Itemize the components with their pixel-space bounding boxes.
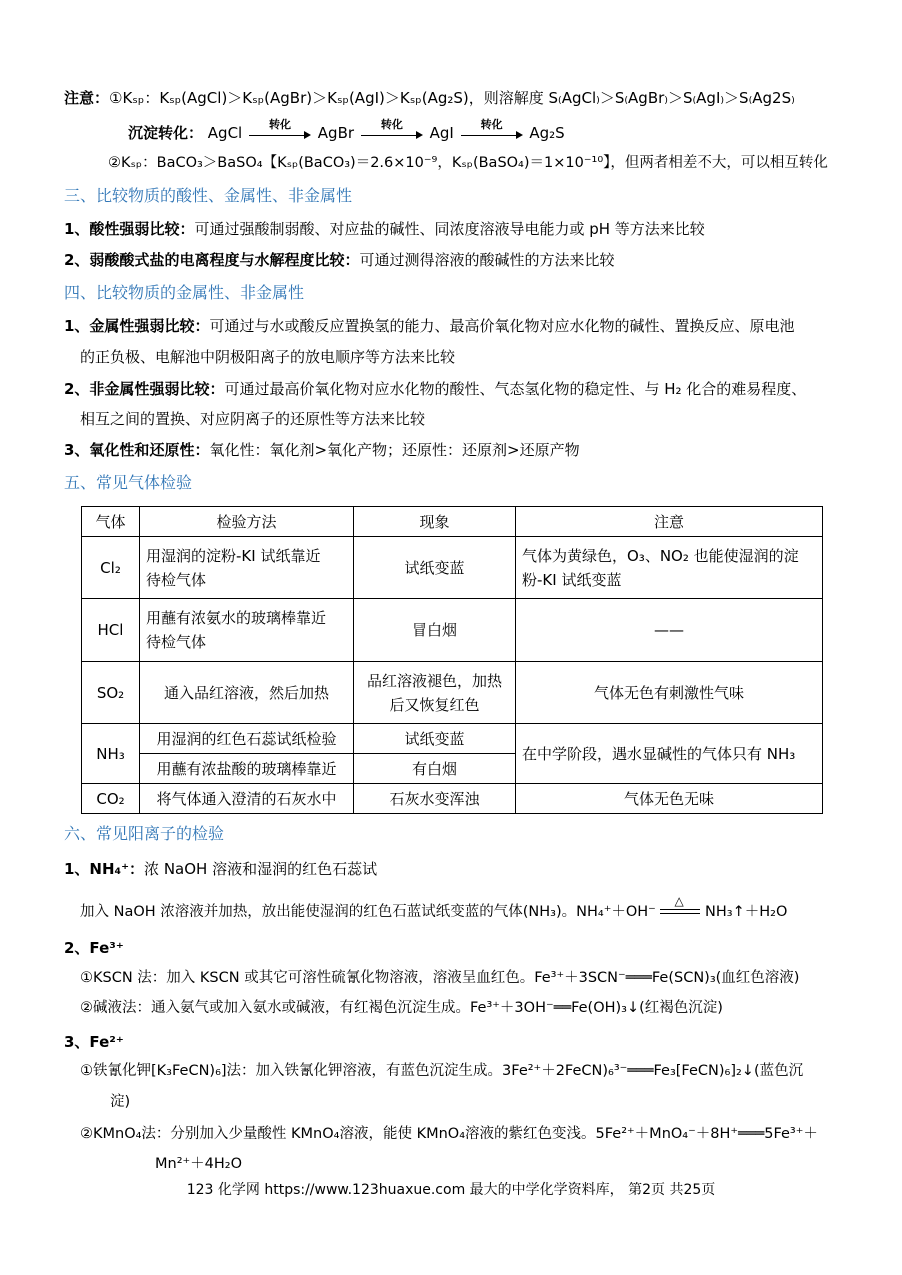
method-nh3-1: 用湿润的红色石蕊试纸检验 — [140, 724, 354, 754]
conversion-arrow-2: 转化 — [361, 127, 423, 141]
note-hcl: —— — [516, 599, 823, 662]
note-nh3: 在中学阶段，遇水显碱性的气体只有 NH₃ — [516, 724, 823, 784]
note-label: 注意： — [64, 89, 110, 107]
note-so2: 气体无色有刺激性气味 — [516, 662, 823, 724]
s4-item-3-label: 3、氧化性和还原性： — [64, 441, 210, 459]
section-5-heading: 五、常见气体检验 — [64, 473, 193, 492]
fe2-method-2-cont: Mn²⁺＋4H₂O — [155, 1156, 243, 1172]
phenomenon-nh3-1: 试纸变蓝 — [354, 724, 516, 754]
heat-equals-sign: △ — [660, 905, 700, 919]
header-method: 检验方法 — [140, 507, 354, 537]
s4-item-1 — [64, 316, 794, 336]
s4-item-2-text: 可通过最高价氧化物对应水化物的酸性、气态氢化物的稳定性、与 H₂ 化合的难易程度、 — [224, 380, 807, 398]
fe2-label: 3、Fe²⁺ — [64, 1033, 124, 1051]
note-ksp-text: ①Kₛₚ：Kₛₚ(AgCl)＞Kₛₚ(AgBr)＞Kₛₚ(AgI)＞Kₛₚ(Ag₂S)，则溶解度 S₍AgCl₎＞S₍AgBr₎＞S₍AgI₎＞S₍Ag2S₎ — [109, 89, 795, 107]
phenomenon-hcl: 冒白烟 — [354, 599, 516, 662]
nh4-label: 1、NH₄⁺： — [64, 860, 145, 878]
s3-item-1-label: 1、酸性强弱比较： — [64, 220, 195, 238]
s3-item-1-text: 可通过强酸制弱酸、对应盐的碱性、同浓度溶液导电能力或 pH 等方法来比较 — [194, 220, 705, 238]
table-row — [82, 784, 823, 814]
s4-item-2-label: 2、非金属性强弱比较： — [64, 380, 225, 398]
s3-item-2 — [64, 250, 614, 270]
conversion-arrow-1: 转化 — [249, 127, 311, 141]
s4-item-1-label: 1、金属性强弱比较： — [64, 317, 210, 335]
fe2-method-1-cont: 淀) — [110, 1094, 131, 1110]
fe3-method-2: ②碱液法：通入氨气或加入氨水或碱液，有红褐色沉淀生成。Fe³⁺＋3OH⁻══Fe(OH)₃↓(红褐色沉淀) — [80, 1000, 723, 1016]
fe3-label: 2、Fe³⁺ — [64, 939, 124, 957]
s4-item-1-text: 可通过与水或酸反应置换氢的能力、最高价氧化物对应水化物的碱性、置换反应、原电池 — [209, 317, 795, 335]
note-cl2: 气体为黄绿色，O₃、NO₂ 也能使湿润的淀 粉-KI 试纸变蓝 — [516, 537, 823, 599]
note-line-2: ②Kₛₚ：BaCO₃＞BaSO₄【Kₛₚ(BaCO₃)＝2.6×10⁻⁹，Kₛₚ(BaSO₄)＝1×10⁻¹⁰】，但两者相差不大，可以相互转化 — [108, 155, 828, 171]
species-agbr: AgBr — [317, 124, 355, 142]
table-row — [82, 537, 823, 599]
conversion-arrow-3: 转化 — [461, 127, 523, 141]
fe3-method-1: ①KSCN 法：加入 KSCN 或其它可溶性硫氰化物溶液，溶液呈血红色。Fe³⁺＋3SCN⁻═══Fe(SCN)₃(血红色溶液) — [80, 970, 800, 986]
method-hcl: 用蘸有浓氨水的玻璃棒靠近 待检气体 — [140, 599, 354, 662]
method-so2: 通入品红溶液，然后加热 — [140, 662, 354, 724]
phenomenon-nh3-2: 有白烟 — [354, 754, 516, 784]
gas-nh3: NH₃ — [82, 724, 140, 784]
phenomenon-cl2: 试纸变蓝 — [354, 537, 516, 599]
fe2-method-2: ②KMnO₄法：分别加入少量酸性 KMnO₄溶液，能使 KMnO₄溶液的紫红色变浅。5Fe²⁺＋MnO₄⁻＋8H⁺═══5Fe³⁺＋ — [80, 1126, 818, 1142]
section-6-heading: 六、常见阳离子的检验 — [64, 824, 225, 843]
method-co2: 将气体通入澄清的石灰水中 — [140, 784, 354, 814]
s4-item-3 — [64, 440, 580, 460]
species-agcl: AgCl — [207, 124, 243, 142]
s4-item-3-text: 氧化性：氧化剂>氧化产物；还原性：还原剂>还原产物 — [209, 441, 580, 459]
note-line-1 — [64, 88, 795, 108]
fe2-method-1: ①铁氰化钾[K₃FeCN)₆]法：加入铁氰化钾溶液，有蓝色沉淀生成。3Fe²⁺＋2FeCN)₆³⁻═══Fe₃[FeCN)₆]₂↓(蓝色沉 — [80, 1063, 804, 1079]
species-ag2s: Ag₂S — [529, 124, 565, 142]
gas-test-table — [81, 506, 823, 814]
phenomenon-co2: 石灰水变浑浊 — [354, 784, 516, 814]
header-note: 注意 — [516, 507, 823, 537]
nh4-description: 加入 NaOH 浓溶液并加热，放出能使湿润的红色石蓝试纸变蓝的气体(NH₃)。NH₄⁺＋OH⁻ — [80, 904, 656, 920]
s4-item-2-cont: 相互之间的置换、对应阴离子的还原性等方法来比较 — [80, 410, 426, 428]
nh4-text — [80, 894, 788, 922]
method-cl2: 用湿润的淀粉-KI 试纸靠近 待检气体 — [140, 537, 354, 599]
table-row — [82, 724, 823, 754]
gas-co2: CO₂ — [82, 784, 140, 814]
nh4-title-text: 浓 NaOH 溶液和湿润的红色石蕊试 — [144, 860, 378, 878]
page-footer: 123 化学网 https://www.123huaxue.com 最大的中学化学资料库， 第2页 共25页 — [186, 1182, 716, 1198]
nh4-title — [64, 859, 377, 879]
nh4-eq-right: NH₃↑＋H₂O — [705, 904, 788, 920]
s3-item-2-text: 可通过测得溶液的酸碱性的方法来比较 — [359, 251, 615, 269]
gas-cl2: Cl₂ — [82, 537, 140, 599]
gas-hcl: HCl — [82, 599, 140, 662]
header-gas: 气体 — [82, 507, 140, 537]
method-nh3-2: 用蘸有浓盐酸的玻璃棒靠近 — [140, 754, 354, 784]
table-header-row — [82, 507, 823, 537]
section-3-heading: 三、比较物质的酸性、金属性、非金属性 — [64, 186, 353, 205]
s3-item-1 — [64, 219, 705, 239]
table-row — [82, 662, 823, 724]
species-agi: AgI — [429, 124, 454, 142]
phenomenon-so2: 品红溶液褪色，加热 后又恢复红色 — [354, 662, 516, 724]
conversion-label: 沉淀转化： — [128, 124, 204, 142]
note-co2: 气体无色无味 — [516, 784, 823, 814]
table-row — [82, 599, 823, 662]
section-4-heading: 四、比较物质的金属性、非金属性 — [64, 283, 305, 302]
s4-item-1-cont: 的正负极、电解池中阴极阳离子的放电顺序等方法来比较 — [80, 348, 456, 366]
s4-item-2 — [64, 379, 806, 399]
s3-item-2-label: 2、弱酸酸式盐的电离程度与水解程度比较： — [64, 251, 360, 269]
gas-so2: SO₂ — [82, 662, 140, 724]
precipitation-conversion — [128, 117, 565, 143]
header-phenomenon: 现象 — [354, 507, 516, 537]
